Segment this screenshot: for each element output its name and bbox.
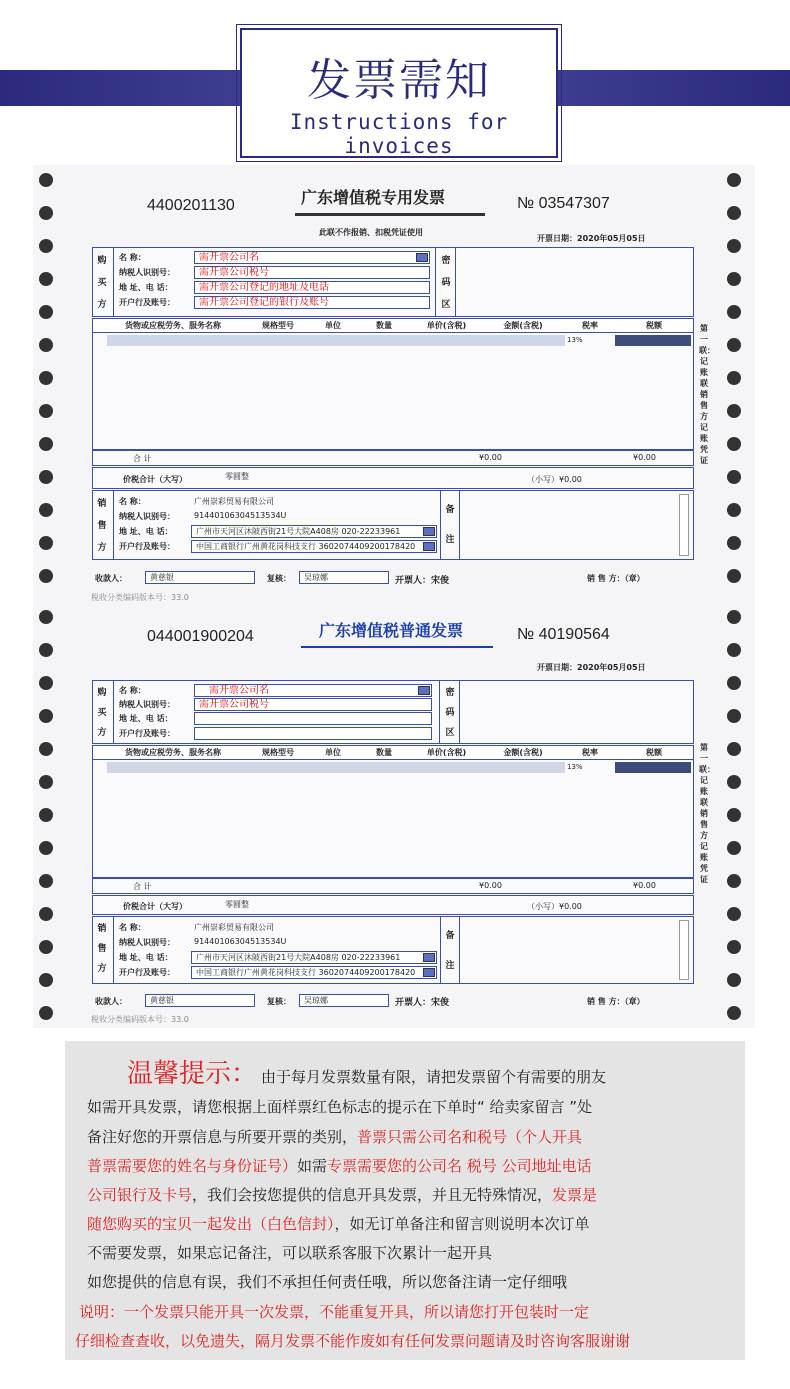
- col-name: 货物或应税劳务、服务名称: [125, 748, 221, 757]
- seller-side-label: 销 售 方: [97, 924, 107, 974]
- notice-box: [65, 1041, 745, 1360]
- seller-name: 广州崇彩贸易有限公司: [194, 497, 274, 506]
- col-rate: 税率: [582, 321, 598, 330]
- tax-rate: 13%: [567, 336, 583, 344]
- perforation-hole: [727, 907, 741, 921]
- seller-stamp: 销 售 方：（章）: [587, 997, 645, 1006]
- perforation-hole: [39, 536, 53, 550]
- notice-line-4: 普票需要您的姓名与身份证号）如需专票需要您的公司名 税号 公司地址电话: [87, 1157, 592, 1175]
- notice-line-3: 备注好您的开票信息与所要开票的类别，普票只需公司名和税号（个人开具: [87, 1128, 583, 1146]
- perforation-hole: [727, 1006, 741, 1020]
- secret-area-label: 密 码 区: [441, 256, 451, 310]
- special-invoice-sample: [33, 165, 755, 602]
- seller-taxid: 91440106304513534U: [194, 937, 287, 946]
- seller-stamp: 销 售 方：（章）: [587, 574, 645, 583]
- items-header: [93, 746, 693, 760]
- perforation-hole: [727, 610, 741, 624]
- buyer-taxid-label: 纳税人识别号：: [119, 268, 175, 277]
- total-amount: ¥0.00: [479, 881, 502, 890]
- perforation-hole: [727, 338, 741, 352]
- perforation-hole: [727, 775, 741, 789]
- invoice-title: 广东增值税专用发票: [301, 188, 446, 207]
- tax-rate: 13%: [567, 763, 583, 771]
- table-row[interactable]: [107, 335, 565, 346]
- perforation-hole: [39, 371, 53, 385]
- col-price: 单价(含税): [426, 321, 467, 330]
- perforation-hole: [727, 569, 741, 583]
- seller-bank-field[interactable]: 中国工商银行广州黄花岗科技支行 3602074409200178420: [191, 540, 437, 553]
- items-table: [92, 318, 694, 450]
- seller-taxid-label: 纳税人识别号：: [119, 938, 175, 947]
- col-amount: 金额(含税): [503, 321, 543, 330]
- remark-label: 备 注: [445, 931, 455, 971]
- perforation-hole: [39, 742, 53, 756]
- invoice-subtitle: 此联不作报销、扣税凭证使用: [319, 228, 423, 237]
- seller-box: [92, 916, 694, 984]
- perforation-hole: [39, 775, 53, 789]
- total-tax: ¥0.00: [633, 881, 656, 890]
- reviewer-field[interactable]: 吴琼娜: [299, 994, 389, 1007]
- buyer-taxid-field[interactable]: 需开票公司税号: [194, 266, 430, 279]
- payee-field[interactable]: 黄慈银: [145, 571, 255, 584]
- perforation-hole: [727, 742, 741, 756]
- items-table: [92, 745, 694, 878]
- invoice-title: 广东增值税普通发票: [319, 621, 464, 640]
- col-spec: 规格型号: [262, 321, 294, 330]
- page-subtitle: Instructions for invoices: [289, 110, 509, 158]
- copy-note: 第一联：记账联 销售方记账凭证: [699, 743, 715, 884]
- perforation-hole: [39, 973, 53, 987]
- buyer-name-label: 名 称：: [119, 686, 146, 695]
- perforation-hole: [39, 338, 53, 352]
- reviewer-label: 复核：: [267, 574, 291, 583]
- reviewer-label: 复核：: [267, 997, 291, 1006]
- invoice-number: № 03547307: [517, 195, 610, 212]
- col-qty: 数量: [376, 321, 392, 330]
- seller-bank-label: 开户行及账号：: [119, 542, 175, 551]
- title-box: [240, 28, 558, 158]
- issuer: 开票人：宋俊: [395, 998, 450, 1008]
- notice-heading: 温馨提示：: [127, 1059, 258, 1089]
- perforation-right: [727, 165, 747, 602]
- invoice-number: № 40190564: [517, 626, 610, 643]
- notice-line-10: 仔细检查查收，以免遗失，隔月发票不能作废如有任何发票问题请及时咨询客服谢谢: [75, 1332, 631, 1350]
- buyer-side-label: 购 买 方: [97, 256, 107, 310]
- notice-line-9: 说明：一个发票只能开具一次发票，不能重复开具，所以请您打开包装时一定: [79, 1303, 590, 1321]
- seller-address-field[interactable]: 广州市天河区沐陂西街21号大院A408房 020-22233961: [191, 525, 437, 538]
- seller-address-field[interactable]: 广州市天河区沐陂西街21号大院A408房 020-22233961: [191, 951, 437, 964]
- remark-scrollbar[interactable]: [679, 494, 689, 556]
- buyer-address-field[interactable]: [194, 712, 432, 725]
- perforation-hole: [727, 206, 741, 220]
- total-small: （小写）¥0.00: [527, 475, 582, 484]
- perforation-hole: [39, 206, 53, 220]
- col-qty: 数量: [376, 748, 392, 757]
- buyer-box: [92, 247, 694, 317]
- perforation-hole: [39, 173, 53, 187]
- seller-name-label: 名 称：: [119, 923, 146, 932]
- notice-line-6: 随您购买的宝贝一起发出（白色信封），如无订单备注和留言则说明本次订单: [87, 1215, 590, 1233]
- perforation-hole: [39, 569, 53, 583]
- col-unit: 单位: [325, 748, 341, 757]
- perforation-hole: [727, 272, 741, 286]
- perforation-hole: [39, 808, 53, 822]
- invoice-code: 044001900204: [147, 628, 254, 645]
- total-row: [92, 450, 694, 466]
- total-words-label: 价税合计（大写）: [123, 902, 187, 911]
- perforation-hole: [727, 173, 741, 187]
- total-words-row: [92, 467, 694, 489]
- seller-side-label: 销 售 方: [97, 499, 107, 553]
- perforation-hole: [727, 808, 741, 822]
- perforation-hole: [727, 536, 741, 550]
- version-note: 税收分类编码版本号：33.0: [91, 593, 189, 602]
- total-words: 零圆整: [225, 472, 249, 481]
- total-words-row: [92, 895, 694, 915]
- perforation-hole: [727, 874, 741, 888]
- payee-label: 收款人：: [95, 997, 127, 1006]
- perforation-hole: [39, 610, 53, 624]
- perforation-hole: [39, 503, 53, 517]
- seller-address-label: 地 址、电 话：: [119, 527, 173, 536]
- normal-invoice-sample: [33, 602, 755, 1028]
- total-label: 合 计: [133, 454, 152, 463]
- seller-bank-field[interactable]: 中国工商银行广州黄花岗科技支行 3602074409200178420: [191, 966, 437, 979]
- perforation-hole: [39, 305, 53, 319]
- copy-note: 第一联：记账联 销售方记账凭证: [699, 324, 715, 465]
- perforation-hole: [727, 709, 741, 723]
- perforation-hole: [39, 404, 53, 418]
- perforation-hole: [39, 470, 53, 484]
- buyer-name-label: 名 称：: [119, 253, 146, 262]
- perforation-hole: [727, 940, 741, 954]
- remark-label: 备 注: [445, 505, 455, 545]
- perforation-right: [727, 602, 747, 1028]
- buyer-address-field[interactable]: 需开票公司登记的地址及电话: [194, 281, 430, 294]
- col-spec: 规格型号: [262, 748, 294, 757]
- perforation-hole: [727, 404, 741, 418]
- perforation-hole: [727, 437, 741, 451]
- col-price: 单价(含税): [426, 748, 467, 757]
- perforation-hole: [39, 272, 53, 286]
- perforation-hole: [39, 437, 53, 451]
- buyer-side-label: 购 买 方: [97, 688, 107, 738]
- buyer-address-label: 地 址、电 话：: [119, 714, 173, 723]
- buyer-bank-label: 开户行及账号：: [119, 729, 175, 738]
- perforation-hole: [727, 973, 741, 987]
- perforation-hole: [39, 841, 53, 855]
- reviewer-field[interactable]: 吴琼娜: [299, 571, 389, 584]
- perforation-left: [39, 602, 59, 1028]
- perforation-hole: [727, 305, 741, 319]
- perforation-hole: [39, 940, 53, 954]
- seller-address-label: 地 址、电 话：: [119, 953, 173, 962]
- remark-scrollbar[interactable]: [679, 920, 689, 980]
- col-unit: 单位: [325, 321, 341, 330]
- issuer: 开票人：宋俊: [395, 576, 450, 586]
- col-tax: 税额: [646, 748, 662, 757]
- buyer-box: [92, 680, 694, 744]
- perforation-hole: [727, 503, 741, 517]
- seller-box: [92, 490, 694, 560]
- dropdown-icon[interactable]: [416, 253, 428, 262]
- perforation-hole: [727, 841, 741, 855]
- col-tax: 税额: [646, 321, 662, 330]
- items-header: [93, 319, 693, 333]
- tax-cell: [615, 762, 691, 773]
- perforation-hole: [727, 371, 741, 385]
- buyer-name-field[interactable]: 需开票公司名: [194, 251, 430, 264]
- version-note: 税收分类编码版本号：33.0: [91, 1015, 189, 1024]
- seller-name: 广州崇彩贸易有限公司: [194, 923, 274, 932]
- perforation-hole: [39, 643, 53, 657]
- total-amount: ¥0.00: [479, 453, 502, 462]
- seller-bank-label: 开户行及账号：: [119, 968, 175, 977]
- col-rate: 税率: [582, 748, 598, 757]
- perforation-hole: [727, 239, 741, 253]
- perforation-hole: [39, 907, 53, 921]
- seller-taxid: 91440106304513534U: [194, 511, 287, 520]
- invoice-code: 4400201130: [147, 197, 235, 214]
- tax-cell: [615, 335, 691, 346]
- perforation-hole: [39, 239, 53, 253]
- title-underline: [295, 213, 485, 216]
- buyer-taxid-label: 纳税人识别号：: [119, 700, 175, 709]
- title-underline: [301, 646, 493, 648]
- invoice-date: 开票日期：2020年05月05日: [537, 234, 646, 243]
- seller-taxid-label: 纳税人识别号：: [119, 512, 175, 521]
- notice-line-5: 公司银行及卡号，我们会按您提供的信息开具发票，并且无特殊情况，发票是: [87, 1186, 598, 1204]
- invoice-date: 开票日期：2020年05月05日: [537, 663, 646, 672]
- seller-name-label: 名 称：: [119, 497, 146, 506]
- table-row[interactable]: [107, 762, 565, 773]
- payee-field[interactable]: 黄慈银: [145, 994, 255, 1007]
- notice-line-8: 如您提供的信息有误，我们不承担任何责任哦，所以您备注请一定仔细哦: [87, 1273, 568, 1291]
- buyer-bank-field[interactable]: 需开票公司登记的银行及账号: [194, 296, 430, 309]
- perforation-hole: [39, 874, 53, 888]
- buyer-bank-field[interactable]: [194, 727, 432, 740]
- col-amount: 金额(含税): [503, 748, 543, 757]
- perforation-hole: [727, 470, 741, 484]
- perforation-left: [39, 165, 59, 602]
- buyer-address-label: 地 址、电 话：: [119, 283, 173, 292]
- total-label: 合 计: [133, 882, 152, 891]
- secret-area-label: 密 码 区: [445, 688, 455, 738]
- total-row: [92, 878, 694, 894]
- total-words: 零圆整: [225, 900, 249, 909]
- total-tax: ¥0.00: [633, 453, 656, 462]
- perforation-hole: [39, 1006, 53, 1020]
- perforation-hole: [39, 676, 53, 690]
- notice-line-2: 如需开具发票，请您根据上面样票红色标志的提示在下单时“ 给卖家留言 ”处: [87, 1098, 593, 1116]
- page-title: 发票需知: [307, 55, 491, 106]
- perforation-hole: [39, 709, 53, 723]
- perforation-hole: [727, 676, 741, 690]
- col-name: 货物或应税劳务、服务名称: [125, 321, 221, 330]
- buyer-taxid-field[interactable]: 需开票公司税号: [194, 698, 432, 711]
- total-small: （小写）¥0.00: [527, 902, 582, 911]
- notice-line-1: 温馨提示： 由于每月发票数量有限，请把发票留个有需要的朋友: [127, 1059, 607, 1089]
- perforation-hole: [727, 643, 741, 657]
- total-words-label: 价税合计（大写）: [123, 475, 187, 484]
- payee-label: 收款人：: [95, 574, 127, 583]
- buyer-bank-label: 开户行及账号：: [119, 298, 175, 307]
- buyer-name-field[interactable]: 需开票公司名: [194, 684, 432, 697]
- notice-line-7: 不需要发票，如果忘记备注，可以联系客服下次累计一起开具: [87, 1244, 493, 1262]
